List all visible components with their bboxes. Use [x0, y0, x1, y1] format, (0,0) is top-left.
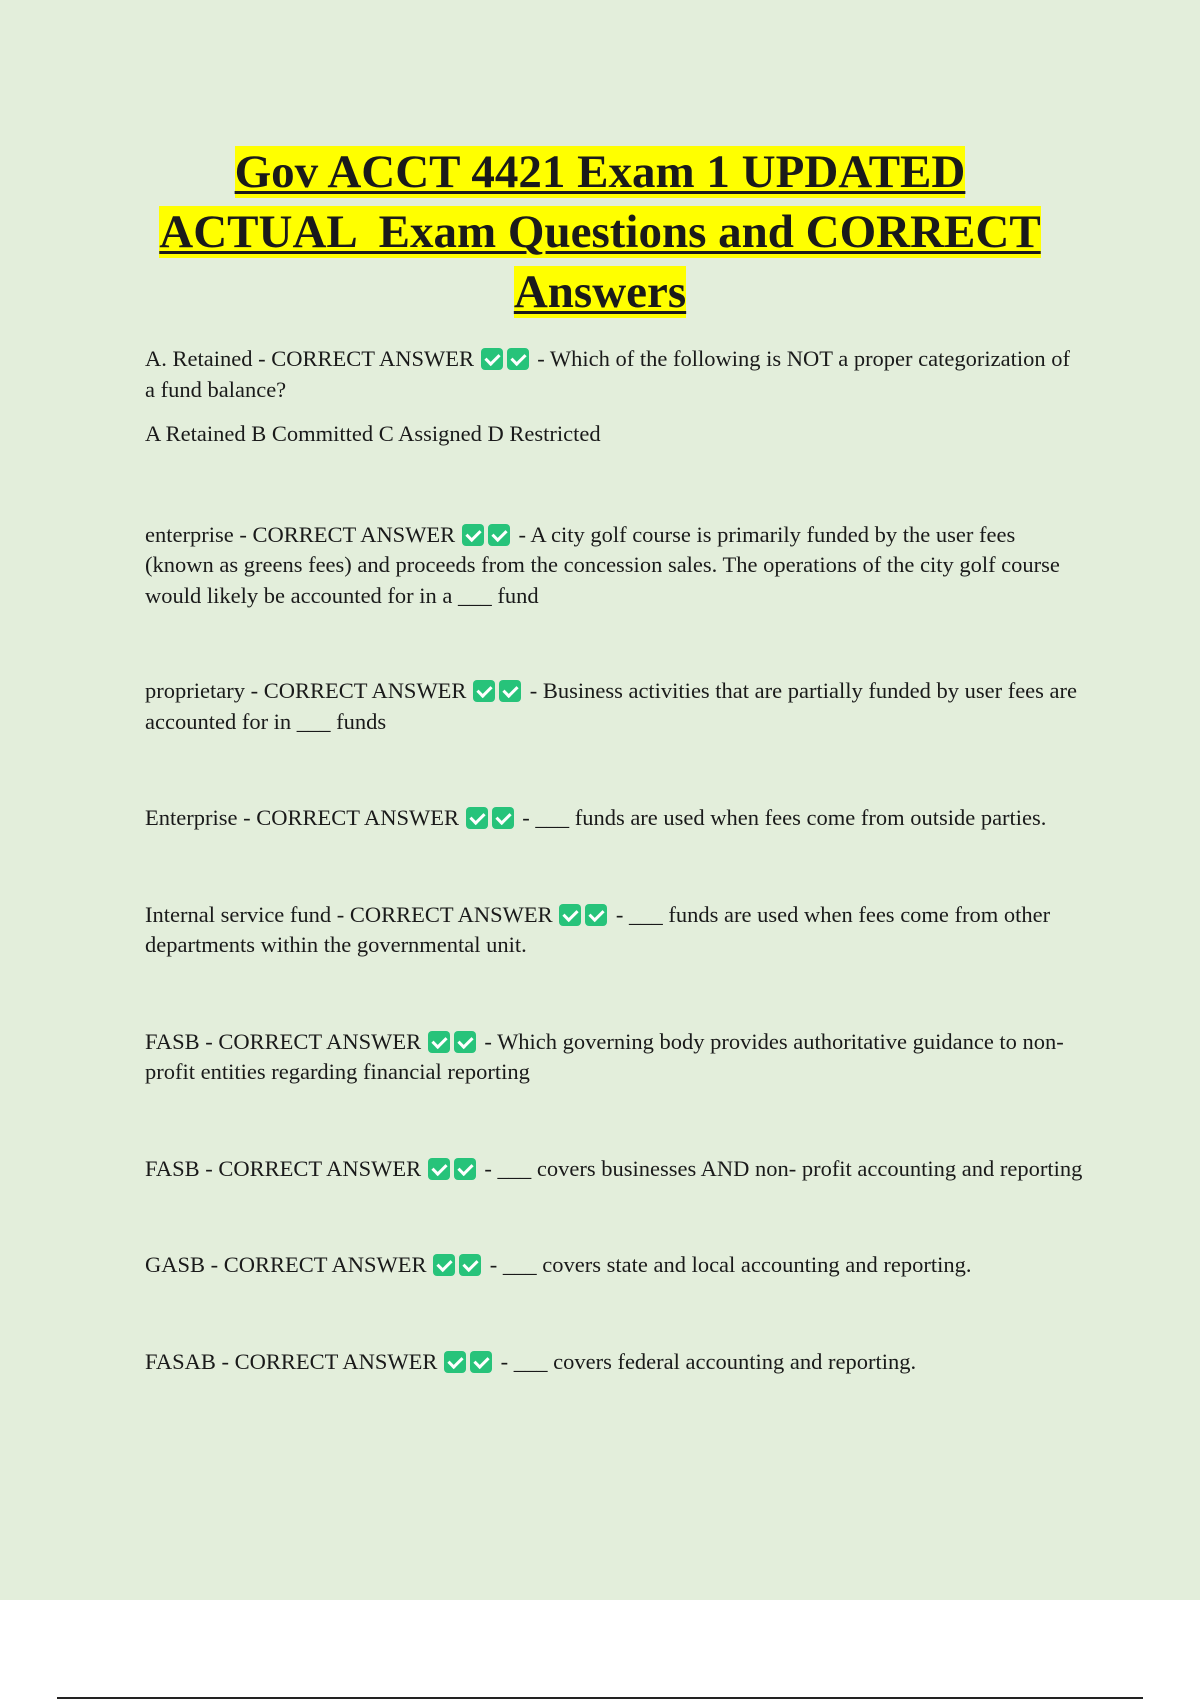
qa-item — [145, 900, 1085, 961]
qa-item — [145, 1347, 1085, 1378]
qa-item — [145, 676, 1085, 737]
check-mark-icon — [459, 1254, 481, 1276]
check-mark-icon — [466, 807, 488, 829]
question-text: - ___ covers businesses AND non- profit accounting and reporting — [484, 1155, 1083, 1181]
check-mark-icon — [454, 1031, 476, 1053]
check-mark-icon — [473, 680, 495, 702]
answer-text: FASAB - CORRECT ANSWER — [145, 1348, 438, 1374]
title-line: ACTUAL Exam Questions and CORRECT — [159, 206, 1041, 258]
check-mark-icon — [559, 904, 581, 926]
answer-text: Enterprise - CORRECT ANSWER — [145, 805, 459, 830]
answer-options: A Retained B Committed C Assigned D Restricted — [145, 421, 601, 446]
check-mark-icon — [462, 524, 484, 546]
answer-text: GASB - CORRECT ANSWER — [145, 1252, 427, 1277]
question-text: - Business activities that are partially funded by user fees are accounted for in ___ funds — [145, 678, 1078, 734]
title-line: Answers — [513, 266, 687, 318]
question-text: - Which of the following is NOT a proper categorization of a fund balance? — [145, 346, 1070, 402]
check-mark-icon — [488, 524, 510, 546]
document-title — [120, 142, 1080, 322]
qa-item — [145, 344, 1085, 450]
question-text: - ___ covers state and local accounting and reporting. — [489, 1252, 972, 1277]
check-mark-icon — [428, 1031, 450, 1053]
check-mark-icon — [470, 1351, 492, 1373]
check-mark-icon — [428, 1158, 450, 1180]
qa-item — [145, 803, 1085, 834]
check-mark-icon — [433, 1254, 455, 1276]
question-text: - Which governing body provides authoritative guidance to non-profit entities regarding financial reporting — [145, 1028, 1064, 1084]
qa-item — [145, 520, 1085, 612]
question-text: - ___ funds are used when fees come from other departments within the governmental unit. — [145, 901, 1051, 957]
title-line: Gov ACCT 4421 Exam 1 UPDATED — [234, 146, 966, 198]
qa-item — [145, 1154, 1085, 1185]
qa-item — [145, 1027, 1085, 1088]
check-mark-icon — [507, 348, 529, 370]
question-text: - ___ covers federal accounting and reporting. — [500, 1348, 917, 1374]
question-text: - A city golf course is primarily funded by the user fees (known as greens fees) and proceeds from the concession sales. The operations of the city golf course would likely be accounted for in a ___ fund — [145, 521, 1060, 608]
page-divider — [57, 1697, 1143, 1699]
answer-text: FASB - CORRECT ANSWER — [145, 1155, 422, 1181]
answer-text: A. Retained - CORRECT ANSWER — [145, 346, 474, 371]
answer-text: enterprise - CORRECT ANSWER — [145, 521, 456, 547]
answer-text: proprietary - CORRECT ANSWER — [145, 678, 467, 703]
check-mark-icon — [454, 1158, 476, 1180]
check-mark-icon — [444, 1351, 466, 1373]
check-mark-icon — [585, 904, 607, 926]
qa-list — [145, 344, 1085, 1377]
answer-text: FASB - CORRECT ANSWER — [145, 1028, 422, 1054]
answer-text: Internal service fund - CORRECT ANSWER — [145, 901, 553, 927]
qa-item — [145, 1250, 1085, 1281]
question-text: - ___ funds are used when fees come from outside parties. — [522, 805, 1047, 830]
check-mark-icon — [492, 807, 514, 829]
check-mark-icon — [499, 680, 521, 702]
check-mark-icon — [481, 348, 503, 370]
